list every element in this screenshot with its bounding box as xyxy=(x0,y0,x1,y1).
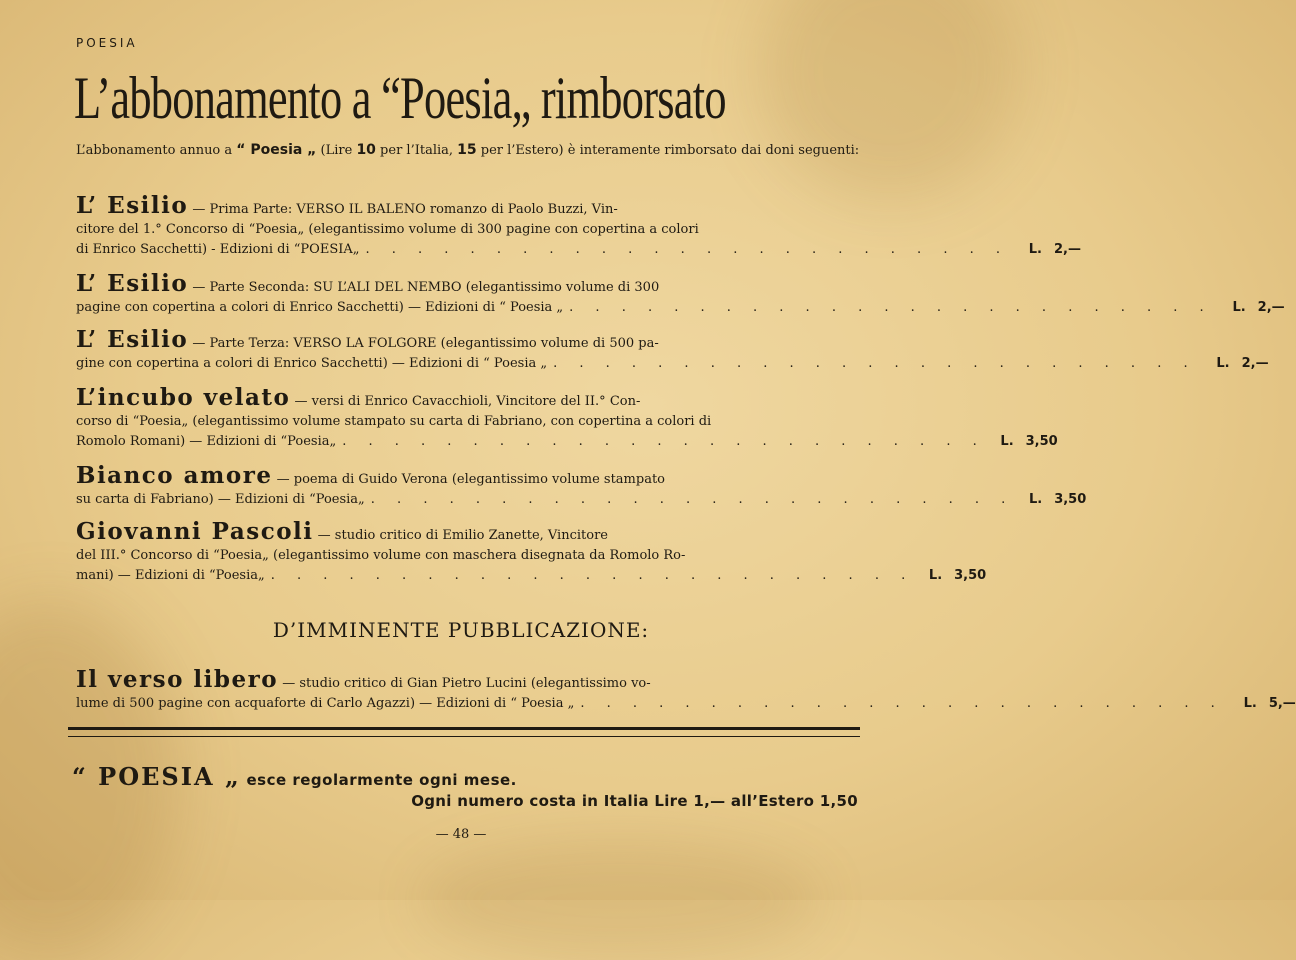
section-label: POESIA xyxy=(76,36,138,50)
book-entry xyxy=(76,326,1269,374)
book-description-line: — studio critico di Gian Pietro Lucini (elegantissimo vo- xyxy=(282,676,651,691)
book-entry xyxy=(76,192,1081,260)
intro-magazine-name: “ Poesia „ xyxy=(236,142,317,158)
dot-leader: . . . . . . . . . . . . . . . . . . . . . . . . . xyxy=(569,300,1213,315)
book-description-line: mani) — Edizioni di “Poesia„ xyxy=(76,568,265,583)
intro-text-3: per l’Italia, xyxy=(375,143,458,158)
book-description-line: su carta di Fabriano) — Edizioni di “Poesia„ xyxy=(76,492,365,507)
book-title: Bianco amore xyxy=(76,462,273,489)
book-title: Il verso libero xyxy=(76,666,279,693)
book-description-line: corso di “Poesia„ (elegantissimo volume stampato su carta di Fabriano, con copertina a colori di xyxy=(76,414,712,429)
dot-leader: . . . . . . . . . . . . . . . . . . . . . . . . . xyxy=(270,568,915,583)
intro-paragraph xyxy=(76,142,862,159)
book-description-line: — versi di Enrico Cavacchioli, Vincitore del II.° Con- xyxy=(294,394,641,409)
intro-price-italy: 10 xyxy=(356,142,376,158)
book-description-line: di Enrico Sacchetti) - Edizioni di “POESIA„ xyxy=(76,242,360,257)
book-description-line: — Prima Parte: VERSO IL BALENO romanzo di Paolo Buzzi, Vin- xyxy=(192,202,618,217)
forthcoming-entry xyxy=(76,666,1296,714)
book-description-line: pagine con copertina a colori di Enrico Sacchetti) — Edizioni di “ Poesia „ xyxy=(76,300,564,315)
footer-line-1 xyxy=(72,762,517,791)
footer-magazine-name: “ POESIA „ xyxy=(72,762,241,791)
book-description-line: citore del 1.° Concorso di “Poesia„ (elegantissimo volume di 300 pagine con copertina a colori xyxy=(76,222,699,237)
book-price: L. 2,— xyxy=(1028,242,1081,257)
dot-leader: . . . . . . . . . . . . . . . . . . . . . . . . . xyxy=(365,242,1009,257)
book-description-line: — studio critico di Emilio Zanette, Vincitore xyxy=(317,528,608,543)
book-description-line: — Parte Terza: VERSO LA FOLGORE (elegantissimo volume di 500 pa- xyxy=(192,336,659,351)
paper-stain xyxy=(420,840,820,960)
book-price: L. 2,— xyxy=(1232,300,1285,315)
paper-stain xyxy=(760,0,1020,200)
book-description-line: del III.° Concorso di “Poesia„ (elegantissimo volume con maschera disegnata da Romolo Ro- xyxy=(76,548,686,563)
divider-rule xyxy=(68,727,860,737)
page-title: L’abbonamento a “Poesia„ rimborsato xyxy=(74,65,726,131)
dot-leader: . . . . . . . . . . . . . . . . . . . . . . . . . xyxy=(342,434,986,449)
page-number: — 48 — xyxy=(435,827,487,842)
book-description-line: gine con copertina a colori di Enrico Sacchetti) — Edizioni di “ Poesia „ xyxy=(76,356,548,371)
book-title: Giovanni Pascoli xyxy=(76,518,314,545)
book-title: L’ Esilio xyxy=(76,270,189,297)
book-description-line: — poema di Guido Verona (elegantissimo volume stampato xyxy=(276,472,665,487)
dot-leader: . . . . . . . . . . . . . . . . . . . . . . . . . xyxy=(580,696,1224,711)
book-entry xyxy=(76,270,1285,318)
book-price: L. 3,50 xyxy=(1000,434,1058,449)
book-title: L’ Esilio xyxy=(76,192,189,219)
footer-line-2: Ogni numero costa in Italia Lire 1,— all’Estero 1,50 xyxy=(411,792,858,810)
book-entry xyxy=(76,384,1058,452)
book-title: L’incubo velato xyxy=(76,384,291,411)
book-entry xyxy=(76,518,987,586)
forthcoming-heading: D’IMMINENTE PUBBLICAZIONE: xyxy=(272,618,650,642)
book-price: L. 2,— xyxy=(1216,356,1269,371)
book-description-line: Romolo Romani) — Edizioni di “Poesia„ xyxy=(76,434,337,449)
book-entry xyxy=(76,462,1087,510)
intro-price-abroad: 15 xyxy=(457,142,477,158)
dot-leader: . . . . . . . . . . . . . . . . . . . . . . . . . xyxy=(553,356,1197,371)
intro-text-2: (Lire xyxy=(316,143,357,158)
intro-text-1: L’abbonamento annuo a xyxy=(76,143,237,158)
dot-leader: . . . . . . . . . . . . . . . . . . . . . . . . . xyxy=(370,492,1015,507)
footer-text: esce regolarmente ogni mese. xyxy=(240,771,517,789)
book-title: L’ Esilio xyxy=(76,326,189,353)
intro-text-4: per l’Estero) è interamente rimborsato dai doni seguenti: xyxy=(476,143,860,158)
book-description-line: lume di 500 pagine con acquaforte di Carlo Agazzi) — Edizioni di “ Poesia „ xyxy=(76,696,575,711)
book-price: L. 5,— xyxy=(1243,696,1296,711)
book-price: L. 3,50 xyxy=(928,568,987,583)
book-description-line: — Parte Seconda: SU L’ALI DEL NEMBO (elegantissimo volume di 300 xyxy=(192,280,660,295)
book-price: L. 3,50 xyxy=(1028,492,1087,507)
